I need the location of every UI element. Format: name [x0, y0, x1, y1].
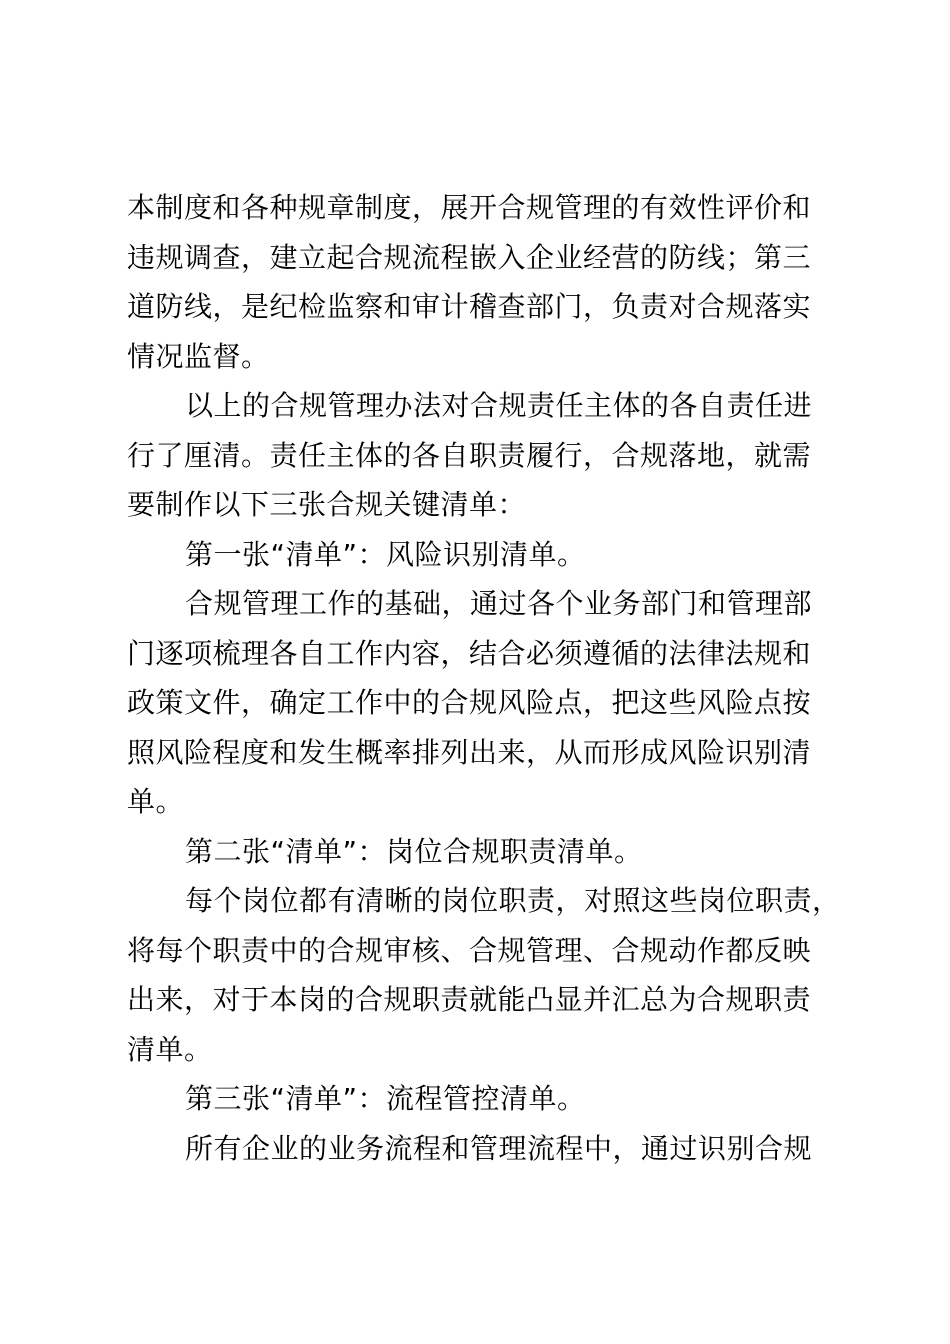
document-body [127, 183, 841, 1173]
list-heading-second: 第二张“清单”：岗位合规职责清单。 [185, 834, 643, 868]
paragraph-start-line: 以上的合规管理办法对合规责任主体的各自责任进 [185, 389, 813, 422]
text-line: 道防线，是纪检监察和审计稽查部门，负责对合规落实 [127, 290, 812, 323]
paragraph-start-line: 合规管理工作的基础，通过各个业务部门和管理部 [185, 587, 813, 620]
text-line: 单。 [127, 785, 185, 818]
list-heading-third: 第三张“清单”：流程管控清单。 [185, 1082, 586, 1115]
paragraph-start-line: 所有企业的业务流程和管理流程中，通过识别合规 [185, 1131, 813, 1165]
list-heading-first: 第一张“清单”：风险识别清单。 [185, 537, 586, 571]
text-line: 清单。 [127, 1032, 213, 1066]
text-line: 行了厘清。责任主体的各自职责履行，合规落地，就需 [127, 438, 812, 472]
text-line: 将每个职责中的合规审核、合规管理、合规动作都反映 [127, 933, 812, 967]
text-line: 要制作以下三张合规关键清单： [127, 488, 527, 521]
text-line: 门逐项梳理各自工作内容，结合必须遵循的法律法规和 [127, 636, 812, 670]
text-line: 照风险程度和发生概率排列出来，从而形成风险识别清 [127, 735, 812, 769]
text-line: 情况监督。 [127, 339, 270, 373]
text-line: 出来，对于本岗的合规职责就能凸显并汇总为合规职责 [127, 983, 812, 1016]
paragraph-start-line: 每个岗位都有清晰的岗位职责，对照这些岗位职责， [185, 884, 841, 917]
text-line: 政策文件，确定工作中的合规风险点，把这些风险点按 [127, 686, 812, 719]
text-line: 违规调查，建立起合规流程嵌入企业经营的防线；第三 [127, 240, 812, 274]
text-line: 本制度和各种规章制度，展开合规管理的有效性评价和 [127, 191, 812, 224]
